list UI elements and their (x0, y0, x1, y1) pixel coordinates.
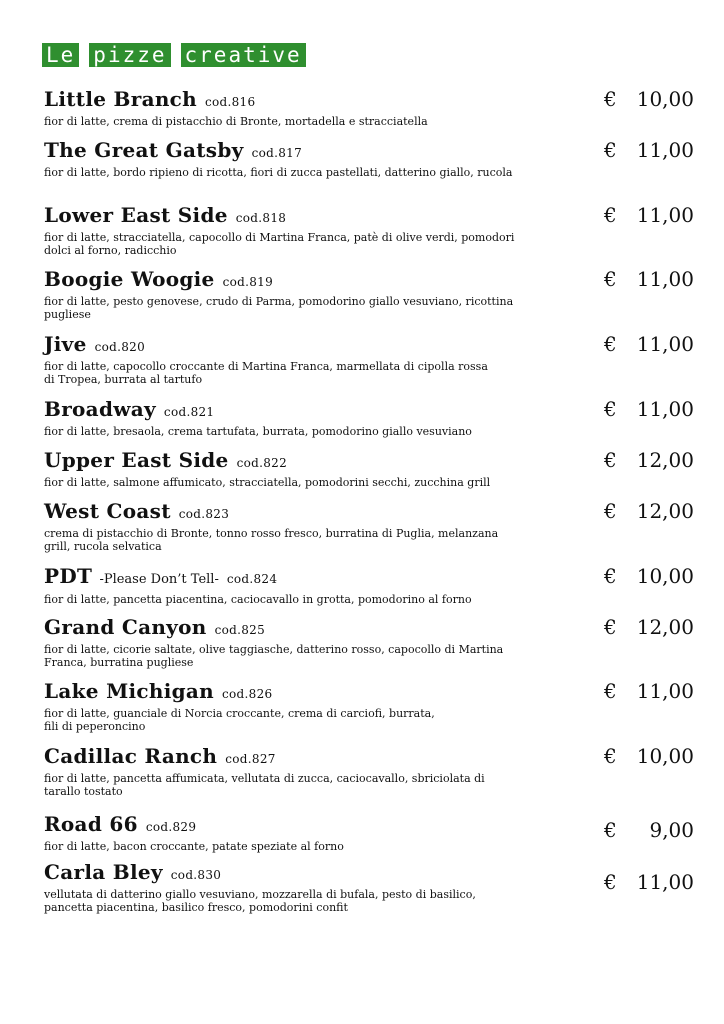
item-name: PDT (44, 564, 93, 588)
item-price (604, 616, 694, 638)
item-name: Upper East Side (44, 448, 229, 472)
item-price (604, 88, 694, 110)
item-description: fior di latte, guanciale di Norcia croccante, crema di carciofi, burrata, fili di peperoncino (44, 707, 435, 733)
item-description: fior di latte, pesto genovese, crudo di Parma, pomodorino giallo vesuviano, ricottina pugliese (44, 295, 514, 321)
item-code: cod.823 (178, 507, 230, 521)
item-description: fior di latte, crema di pistacchio di Bronte, mortadella e stracciatella (44, 115, 428, 128)
title-word: creative (181, 43, 306, 67)
currency-symbol: € (604, 744, 617, 768)
item-description: fior di latte, stracciatella, capocollo di Martina Franca, patè di olive verdi, pomodori dolci al forno, radicchio (44, 231, 515, 257)
menu-item (44, 500, 694, 553)
menu-item (44, 139, 694, 179)
item-name: Boogie Woogie (44, 267, 215, 291)
price-value: 11,00 (636, 138, 694, 162)
item-price (604, 680, 694, 702)
currency-symbol: € (604, 818, 617, 842)
item-name: Road 66 (44, 812, 138, 836)
currency-symbol: € (604, 203, 617, 227)
menu-item (44, 616, 694, 669)
item-description: vellutata di datterino giallo vesuviano, mozzarella di bufala, pesto di basilico, pancetta piacentina, basilico fresco, pomodorini confit (44, 888, 476, 914)
item-name: The Great Gatsby (44, 138, 244, 162)
price-value: 11,00 (636, 267, 694, 291)
price-value: 10,00 (636, 744, 694, 768)
price-value: 11,00 (636, 679, 694, 703)
item-price (604, 204, 694, 226)
price-value: 9,00 (649, 818, 694, 842)
item-description: crema di pistacchio di Bronte, tonno rosso fresco, burratina di Puglia, melanzana grill, rucola selvatica (44, 527, 499, 553)
currency-symbol: € (604, 87, 617, 111)
item-price (604, 398, 694, 420)
item-price (604, 500, 694, 522)
item-description: fior di latte, salmone affumicato, stracciatella, pomodorini secchi, zucchina grill (44, 476, 491, 489)
page-title (42, 43, 316, 67)
item-name: Cadillac Ranch (44, 744, 218, 768)
menu-item (44, 861, 694, 914)
menu-item (44, 813, 694, 853)
item-code: cod.826 (222, 687, 273, 701)
menu-item (44, 398, 694, 438)
price-value: 10,00 (636, 564, 694, 588)
item-price (604, 139, 694, 161)
item-name: Broadway (44, 397, 156, 421)
menu-item (44, 680, 694, 733)
price-value: 10,00 (636, 87, 694, 111)
menu-item (44, 333, 694, 386)
item-code: cod.817 (251, 146, 303, 160)
menu-item (44, 565, 694, 606)
price-value: 12,00 (636, 499, 694, 523)
currency-symbol: € (604, 397, 617, 421)
item-code: cod.824 (226, 572, 278, 586)
item-code: cod.829 (145, 820, 197, 834)
item-name: Lower East Side (44, 203, 228, 227)
item-description: fior di latte, pancetta affumicata, vellutata di zucca, caciocavallo, sbriciolata di tarallo tostato (44, 772, 485, 798)
currency-symbol: € (604, 138, 617, 162)
price-value: 11,00 (636, 397, 694, 421)
menu-item (44, 449, 694, 489)
currency-symbol: € (604, 499, 617, 523)
item-code: cod.816 (204, 95, 256, 109)
item-name: West Coast (44, 499, 171, 523)
title-word: pizze (89, 43, 170, 67)
item-price (604, 333, 694, 355)
item-name: Lake Michigan (44, 679, 215, 703)
price-value: 11,00 (636, 332, 694, 356)
item-name: Little Branch (44, 87, 197, 111)
currency-symbol: € (604, 267, 617, 291)
item-code: cod.820 (94, 340, 146, 354)
menu-item (44, 745, 694, 798)
item-price (604, 745, 694, 767)
item-code: cod.821 (163, 405, 215, 419)
item-description: fior di latte, cicorie saltate, olive taggiasche, datterino rosso, capocollo di Martina Franca, burratina pugliese (44, 643, 504, 669)
menu-item (44, 268, 694, 321)
item-name: Grand Canyon (44, 615, 207, 639)
item-description: fior di latte, capocollo croccante di Martina Franca, marmellata di cipolla rossa di Tropea, burrata al tartufo (44, 360, 488, 386)
item-name: Jive (44, 332, 87, 356)
item-code: cod.822 (236, 456, 288, 470)
item-price (604, 449, 694, 471)
currency-symbol: € (604, 332, 617, 356)
currency-symbol: € (604, 615, 617, 639)
price-value: 11,00 (636, 870, 694, 894)
currency-symbol: € (604, 679, 617, 703)
item-code: cod.819 (222, 275, 274, 289)
price-value: 12,00 (636, 615, 694, 639)
menu-item (44, 204, 694, 257)
item-price (604, 871, 694, 893)
currency-symbol: € (604, 564, 617, 588)
currency-symbol: € (604, 448, 617, 472)
item-code: cod.830 (170, 868, 222, 882)
item-code: cod.818 (235, 211, 287, 225)
item-name: Carla Bley (44, 860, 163, 884)
price-value: 12,00 (636, 448, 694, 472)
item-code: cod.827 (225, 752, 276, 766)
item-price (604, 819, 694, 841)
item-subtitle: -Please Don’t Tell- (99, 572, 219, 587)
item-code: cod.825 (214, 623, 266, 637)
item-price (604, 565, 694, 587)
currency-symbol: € (604, 870, 617, 894)
menu-item (44, 88, 694, 128)
price-value: 11,00 (636, 203, 694, 227)
item-description: fior di latte, bacon croccante, patate speziate al forno (44, 840, 344, 853)
item-description: fior di latte, pancetta piacentina, caciocavallo in grotta, pomodorino al forno (44, 593, 472, 606)
item-price (604, 268, 694, 290)
title-word: Le (42, 43, 79, 67)
item-description: fior di latte, bordo ripieno di ricotta, fiori di zucca pastellati, datterino giallo, rucola (44, 166, 513, 179)
item-description: fior di latte, bresaola, crema tartufata, burrata, pomodorino giallo vesuviano (44, 425, 472, 438)
